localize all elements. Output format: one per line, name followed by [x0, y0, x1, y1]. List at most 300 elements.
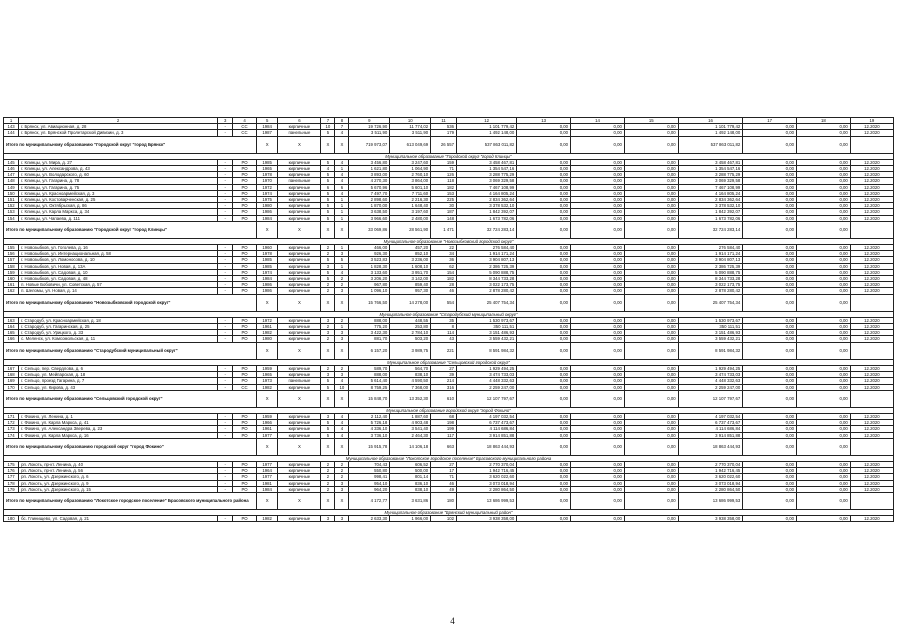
subtotal-cell: 1 471 — [431, 221, 457, 238]
data-cell: 12.2020 — [850, 251, 893, 257]
data-cell: РО — [233, 172, 257, 178]
header-cell: 2 — [19, 118, 218, 124]
data-cell: 3 073 018,94 — [678, 480, 743, 486]
data-cell: 161 — [4, 282, 19, 288]
data-cell: 0,00 — [571, 215, 625, 221]
data-cell: 12.2020 — [850, 384, 893, 390]
data-cell: 4 — [335, 413, 349, 419]
data-cell: 0,00 — [517, 288, 571, 294]
data-cell: 0,00 — [571, 432, 625, 438]
data-cell: 1964 — [256, 468, 278, 474]
data-cell: 12.2020 — [850, 124, 893, 130]
address-cell: г. Клинцы, ул. Карла Маркса, д. 34 — [19, 209, 218, 215]
data-cell: РО — [233, 178, 257, 184]
subtotal-cell: Х — [256, 390, 278, 407]
data-cell: 0,00 — [571, 420, 625, 426]
data-cell: РО — [233, 413, 257, 419]
data-cell: 2 — [321, 480, 335, 486]
program-table — [3, 117, 894, 522]
data-cell: 159 — [431, 159, 457, 165]
subtotal-cell: 32 724 283,14 — [678, 221, 743, 238]
subtotal-cell: Х — [278, 294, 321, 311]
address-cell: бс. Глинищево, ул. Садовая, д. 21 — [19, 516, 218, 522]
data-cell: 0,00 — [797, 420, 851, 426]
data-cell: кирпичные — [278, 336, 321, 342]
data-cell: 0,00 — [797, 426, 851, 432]
address-cell: г. Фокино, ул. Карла Маркса, д. 16 — [19, 432, 218, 438]
subtotal-cell: 0,00 — [797, 492, 851, 509]
data-cell: 3 904 807,13 — [678, 257, 743, 263]
subtotal-cell: 25 407 754,34 — [457, 294, 517, 311]
data-cell: 0,00 — [571, 178, 625, 184]
data-cell: 152 — [4, 203, 19, 209]
data-cell: 2 770 370,04 — [457, 461, 517, 467]
data-cell: 71 — [431, 166, 457, 172]
data-cell: 1977 — [256, 461, 278, 467]
data-cell: 0,00 — [797, 130, 851, 136]
data-cell: 0,00 — [517, 190, 571, 196]
subtotal-label: Итого по муниципальному образованию "Городской округ "город Клинцы" — [4, 221, 257, 238]
data-cell: 0,00 — [797, 516, 851, 522]
data-cell: 39 — [431, 372, 457, 378]
data-cell: 1978 — [256, 172, 278, 178]
data-cell: 1 492 148,00 — [457, 130, 517, 136]
data-cell: 49 — [431, 486, 457, 492]
data-cell: 1 648,40 — [390, 203, 431, 209]
data-cell: 3 914 851,88 — [678, 432, 743, 438]
data-cell: 0,00 — [517, 324, 571, 330]
subtotal-cell: 0,00 — [624, 294, 678, 311]
data-cell: 0,00 — [797, 317, 851, 323]
section-title: Муниципальное образование "Брянский муниципальный район" — [4, 509, 894, 515]
data-cell: 0,00 — [571, 203, 625, 209]
header-cell: 7 — [321, 118, 335, 124]
data-cell: 0,00 — [571, 159, 625, 165]
data-cell: 0,00 — [797, 324, 851, 330]
data-cell: 4 — [335, 130, 349, 136]
subtotal-row — [4, 136, 894, 153]
data-cell: 0,00 — [624, 317, 678, 323]
subtotal-cell: Х — [321, 438, 335, 455]
data-cell: 6 — [321, 184, 335, 190]
data-cell: 12.2020 — [850, 257, 893, 263]
data-cell: 5 — [321, 432, 335, 438]
subtotal-row — [4, 390, 894, 407]
data-cell: 3 938 358,00 — [457, 516, 517, 522]
data-cell: 160 — [4, 276, 19, 282]
data-cell: - — [218, 203, 233, 209]
data-cell: 167 — [4, 365, 19, 371]
data-cell: 0,00 — [743, 426, 797, 432]
subtotal-label: Итого по муниципальному образованию "Сельцовский городской округ" — [4, 390, 257, 407]
data-cell: - — [218, 215, 233, 221]
data-cell: - — [218, 461, 233, 467]
data-cell: 2 — [321, 282, 335, 288]
data-cell: 881,70 — [349, 336, 390, 342]
data-cell: 1972 — [256, 184, 278, 190]
subtotal-cell: Х — [256, 221, 278, 238]
data-cell: 0,00 — [571, 166, 625, 172]
address-cell: г. Клинцы, ул. Октябрьская, д. 86 — [19, 203, 218, 209]
data-cell: 1972 — [256, 317, 278, 323]
data-cell: 589,70 — [349, 365, 390, 371]
data-cell: 957,30 — [390, 288, 431, 294]
data-cell: 0,00 — [517, 432, 571, 438]
subtotal-cell: 6 157,20 — [349, 342, 390, 359]
header-cell: 3 — [218, 118, 233, 124]
address-cell: г. Клинцы, ул. Красноармейская, д. 3 — [19, 190, 218, 196]
subtotal-cell: 12 107 797,67 — [678, 390, 743, 407]
data-cell: 0,00 — [571, 172, 625, 178]
subtotal-cell: Х — [335, 390, 349, 407]
subtotal-cell: 18 863 444,93 — [678, 438, 743, 455]
data-cell: 1980 — [256, 203, 278, 209]
data-cell: 0,00 — [624, 251, 678, 257]
header-cell: 14 — [571, 118, 625, 124]
data-cell: 0,00 — [517, 426, 571, 432]
data-cell: кирпичные — [278, 172, 321, 178]
data-cell: 114 — [431, 330, 457, 336]
address-cell: г. Клинцы, ул. Костоварченская, д. 25 — [19, 197, 218, 203]
section-title: Муниципальное образование городской округ "город Фокино" — [4, 407, 894, 413]
address-cell: рп. Локоть, пр-кт. Ленина, д. 40 — [19, 461, 218, 467]
header-cell: 4 — [233, 118, 257, 124]
data-cell: 180 — [4, 516, 19, 522]
data-cell: - — [218, 124, 233, 130]
data-cell: 0,00 — [624, 215, 678, 221]
subtotal-cell: 14 106,18 — [390, 438, 431, 455]
data-cell: - — [218, 420, 233, 426]
data-cell: 2 — [321, 461, 335, 467]
data-cell: 3 022 173,75 — [457, 282, 517, 288]
data-cell: 12.2020 — [850, 215, 893, 221]
section-title: Муниципальное образование "Локотское городское поселение" Брасовского муниципального района — [4, 455, 894, 461]
data-cell: 4 448 332,63 — [678, 378, 743, 384]
data-cell: 0,00 — [797, 263, 851, 269]
header-cell: 13 — [517, 118, 571, 124]
data-cell: 1984 — [256, 276, 278, 282]
data-cell: 0,00 — [743, 245, 797, 251]
data-cell: - — [218, 330, 233, 336]
data-cell: 3 288 775,29 — [678, 172, 743, 178]
data-cell: 12.2020 — [850, 203, 893, 209]
subtotal-cell: 0,00 — [571, 438, 625, 455]
data-cell: 28 — [431, 282, 457, 288]
data-cell: 1960 — [256, 245, 278, 251]
data-cell: 276 584,40 — [678, 245, 743, 251]
data-cell: 148 — [431, 215, 457, 221]
data-cell: 71 — [431, 474, 457, 480]
data-cell: 606,52 — [390, 461, 431, 467]
data-cell: 0,00 — [624, 288, 678, 294]
data-cell: 5 — [335, 257, 349, 263]
data-cell: РО — [233, 426, 257, 432]
data-cell: 168 — [4, 372, 19, 378]
data-cell: 4 114 686,84 — [678, 426, 743, 432]
data-cell: 2 280 864,50 — [678, 486, 743, 492]
data-cell: 178 — [4, 480, 19, 486]
data-cell: 143 — [4, 124, 19, 130]
data-cell: 0,00 — [743, 159, 797, 165]
data-cell: 0,00 — [624, 190, 678, 196]
data-cell: 859,40 — [390, 282, 431, 288]
data-cell: 0,00 — [624, 178, 678, 184]
data-cell: 1977 — [256, 432, 278, 438]
data-cell: - — [218, 209, 233, 215]
subtotal-cell: 3 631,86 — [390, 492, 431, 509]
data-cell: кирпичные — [278, 330, 321, 336]
subtotal-cell: Х — [278, 136, 321, 153]
data-cell: 0,00 — [624, 426, 678, 432]
data-cell: 0,00 — [743, 288, 797, 294]
data-cell: 0,00 — [797, 209, 851, 215]
data-cell: 5 — [321, 276, 335, 282]
data-cell: 0,00 — [517, 263, 571, 269]
data-cell: 2 259 247,00 — [678, 384, 743, 390]
subtotal-cell: 0,00 — [571, 342, 625, 359]
data-cell: 2 878 280,42 — [678, 288, 743, 294]
data-cell: кирпичные — [278, 159, 321, 165]
data-cell: 3 914 851,88 — [457, 432, 517, 438]
data-cell: 0,00 — [571, 282, 625, 288]
data-cell: 0,00 — [797, 384, 851, 390]
subtotal-cell: 0,00 — [743, 136, 797, 153]
data-cell: 153 — [431, 190, 457, 196]
data-cell: 5 — [321, 203, 335, 209]
data-cell: 1974 — [256, 269, 278, 275]
subtotal-cell: 25 407 754,34 — [678, 294, 743, 311]
data-cell: 34 — [431, 251, 457, 257]
data-cell: 1984 — [256, 486, 278, 492]
data-cell: - — [218, 251, 233, 257]
data-cell: 0,00 — [624, 486, 678, 492]
data-cell: 0,00 — [743, 190, 797, 196]
data-cell: 1 828,30 — [349, 263, 390, 269]
data-cell: 0,00 — [571, 480, 625, 486]
data-cell: 0,00 — [797, 269, 851, 275]
data-cell: 0,00 — [797, 336, 851, 342]
data-cell: 6 737 473,67 — [678, 420, 743, 426]
data-cell: РО — [233, 166, 257, 172]
data-cell: 1 101 779,42 — [457, 124, 517, 130]
address-cell: г. Новозыбков, ул. Ломоносова, д. 10 — [19, 257, 218, 263]
data-cell: 0,00 — [624, 130, 678, 136]
data-cell: 503,20 — [390, 336, 431, 342]
data-cell: 704,43 — [349, 461, 390, 467]
data-cell: РО — [233, 203, 257, 209]
data-cell: 0,00 — [517, 461, 571, 467]
data-cell: 0,00 — [743, 461, 797, 467]
data-cell: 3 938 358,00 — [678, 516, 743, 522]
data-cell: 0,00 — [743, 172, 797, 178]
subtotal-label: Итого по муниципальному образованию "Новозыбковский городской округ" — [4, 294, 257, 311]
data-cell: 316 — [431, 384, 457, 390]
data-cell: 2 — [335, 276, 349, 282]
subtotal-cell: 613 049,69 — [390, 136, 431, 153]
data-cell: 0,00 — [517, 365, 571, 371]
data-cell: 0,00 — [797, 166, 851, 172]
data-cell: 12.2020 — [850, 178, 893, 184]
data-cell: 0,00 — [517, 468, 571, 474]
data-cell: 179 — [431, 130, 457, 136]
data-cell: 1974 — [256, 190, 278, 196]
header-cell: 16 — [678, 118, 743, 124]
data-cell: 0,00 — [517, 159, 571, 165]
data-cell: 2 633,30 — [349, 516, 390, 522]
data-cell: 1 — [335, 215, 349, 221]
data-cell: 12.2020 — [850, 365, 893, 371]
data-cell: 5 — [321, 190, 335, 196]
subtotal-cell: 0,00 — [517, 294, 571, 311]
data-cell: РО — [233, 317, 257, 323]
data-cell: 0,00 — [571, 474, 625, 480]
subtotal-cell: 0,00 — [624, 438, 678, 455]
subtotal-row — [4, 492, 894, 509]
data-cell: - — [218, 172, 233, 178]
data-cell: 0,00 — [624, 372, 678, 378]
data-cell: 0,00 — [797, 468, 851, 474]
data-cell: 2 898,60 — [349, 197, 390, 203]
data-cell: - — [218, 166, 233, 172]
data-cell: - — [218, 378, 233, 384]
address-cell: г. Новозыбков, ул. Садовая, д. 48 — [19, 276, 218, 282]
data-cell: 5 — [321, 159, 335, 165]
data-cell: 466,00 — [349, 245, 390, 251]
data-cell: 964,20 — [349, 486, 390, 492]
data-cell: 0,00 — [624, 263, 678, 269]
data-cell: 2 280 864,50 — [457, 486, 517, 492]
data-cell: 0,00 — [517, 486, 571, 492]
data-cell: 1 530 973,67 — [678, 317, 743, 323]
data-cell: 1970 — [256, 178, 278, 184]
data-cell: 156 — [4, 251, 19, 257]
data-cell: кирпичные — [278, 413, 321, 419]
data-cell: 0,00 — [571, 365, 625, 371]
data-cell: 0,00 — [571, 184, 625, 190]
subtotal-cell: 0,00 — [797, 390, 851, 407]
data-cell: 0,00 — [517, 269, 571, 275]
data-cell: 12.2020 — [850, 468, 893, 474]
data-cell: кирпичные — [278, 263, 321, 269]
subtotal-label: Итого по муниципальному образованию "Локотское городское поселение" Брасовского муниципального района — [4, 492, 257, 509]
data-cell: кирпичные — [278, 420, 321, 426]
data-cell: 1975 — [256, 197, 278, 203]
data-cell: 4 — [335, 378, 349, 384]
subtotal-cell: 13 686 999,53 — [457, 492, 517, 509]
data-cell: 0,00 — [743, 209, 797, 215]
data-cell: 27 — [431, 365, 457, 371]
subtotal-cell — [850, 221, 893, 238]
section-title: Муниципальное образование "Стародубский муниципальный округ" — [4, 311, 894, 317]
data-cell: 5 — [321, 215, 335, 221]
data-cell: 12.2020 — [850, 269, 893, 275]
subtotal-cell: 0,00 — [743, 342, 797, 359]
data-cell: 3 523,83 — [349, 257, 390, 263]
subtotal-cell: 0,00 — [517, 492, 571, 509]
data-cell: 3 — [321, 330, 335, 336]
data-cell: 146 — [4, 166, 19, 172]
subtotal-cell: Х — [335, 492, 349, 509]
data-cell: 12.2020 — [850, 461, 893, 467]
subtotal-cell: Х — [256, 492, 278, 509]
subtotal-cell: 13 352,30 — [390, 390, 431, 407]
data-cell: 276 584,40 — [457, 245, 517, 251]
data-cell: 5 090 888,75 — [678, 269, 743, 275]
data-cell: 5 614,40 — [349, 378, 390, 384]
subtotal-cell — [850, 438, 893, 455]
data-cell: 4 448 332,63 — [457, 378, 517, 384]
data-cell: 12.2020 — [850, 184, 893, 190]
data-cell: 0,00 — [743, 420, 797, 426]
data-cell: 967,80 — [349, 282, 390, 288]
data-cell: 1 673 782,06 — [457, 215, 517, 221]
data-cell: 2 — [321, 336, 335, 342]
data-cell: 17 — [431, 468, 457, 474]
data-cell: 0,00 — [517, 245, 571, 251]
data-cell: 0,00 — [571, 384, 625, 390]
data-cell: 801,14 — [390, 474, 431, 480]
data-cell: 117 — [431, 432, 457, 438]
data-cell: 253,80 — [390, 324, 431, 330]
data-cell: 0,00 — [743, 251, 797, 257]
subtotal-cell: Х — [321, 221, 335, 238]
data-cell: 1981 — [256, 480, 278, 486]
data-cell: 0,00 — [517, 336, 571, 342]
data-cell: кирпичные — [278, 372, 321, 378]
data-cell: 0,00 — [743, 432, 797, 438]
data-cell: 3 288 775,29 — [457, 172, 517, 178]
data-cell: кирпичные — [278, 461, 321, 467]
data-cell: 3 247,60 — [390, 159, 431, 165]
data-cell: 4 — [335, 159, 349, 165]
header-cell: 12 — [457, 118, 517, 124]
data-cell: 0,00 — [743, 384, 797, 390]
data-cell: 1982 — [256, 330, 278, 336]
data-cell: - — [218, 288, 233, 294]
address-cell: г. Сельцо, пер. Свердлова, д. 6 — [19, 365, 218, 371]
data-cell: 2 784,10 — [390, 330, 431, 336]
data-cell: 0,00 — [797, 461, 851, 467]
data-cell: - — [218, 263, 233, 269]
data-cell: 1961 — [256, 426, 278, 432]
data-cell: 954,10 — [349, 480, 390, 486]
data-cell: 3 620 022,60 — [678, 474, 743, 480]
data-cell: 350 111,51 — [457, 324, 517, 330]
data-cell: 1986 — [256, 282, 278, 288]
subtotal-cell: 0,00 — [517, 221, 571, 238]
subtotal-row — [4, 221, 894, 238]
data-cell: 0,00 — [571, 426, 625, 432]
data-cell: 2 834 362,64 — [678, 197, 743, 203]
subtotal-cell: Х — [278, 342, 321, 359]
data-cell: 1984 — [256, 124, 278, 130]
data-cell: 3 — [335, 486, 349, 492]
data-cell: 0,00 — [517, 251, 571, 257]
data-cell: 0,00 — [517, 372, 571, 378]
data-cell: 1 096,10 — [349, 288, 390, 294]
address-cell: г. Фокино, ул. Карла Маркса, д. 41 — [19, 420, 218, 426]
data-cell: 4 — [335, 269, 349, 275]
data-cell: 0,00 — [571, 336, 625, 342]
data-cell: 0,00 — [624, 365, 678, 371]
data-cell: 1959 — [256, 413, 278, 419]
data-cell: 500,00 — [390, 468, 431, 474]
data-cell: 0,00 — [571, 263, 625, 269]
data-cell: 3 142,00 — [390, 276, 431, 282]
subtotal-cell: 0,00 — [743, 438, 797, 455]
subtotal-cell: 15 766,50 — [349, 294, 390, 311]
data-cell: 3 893,00 — [349, 172, 390, 178]
